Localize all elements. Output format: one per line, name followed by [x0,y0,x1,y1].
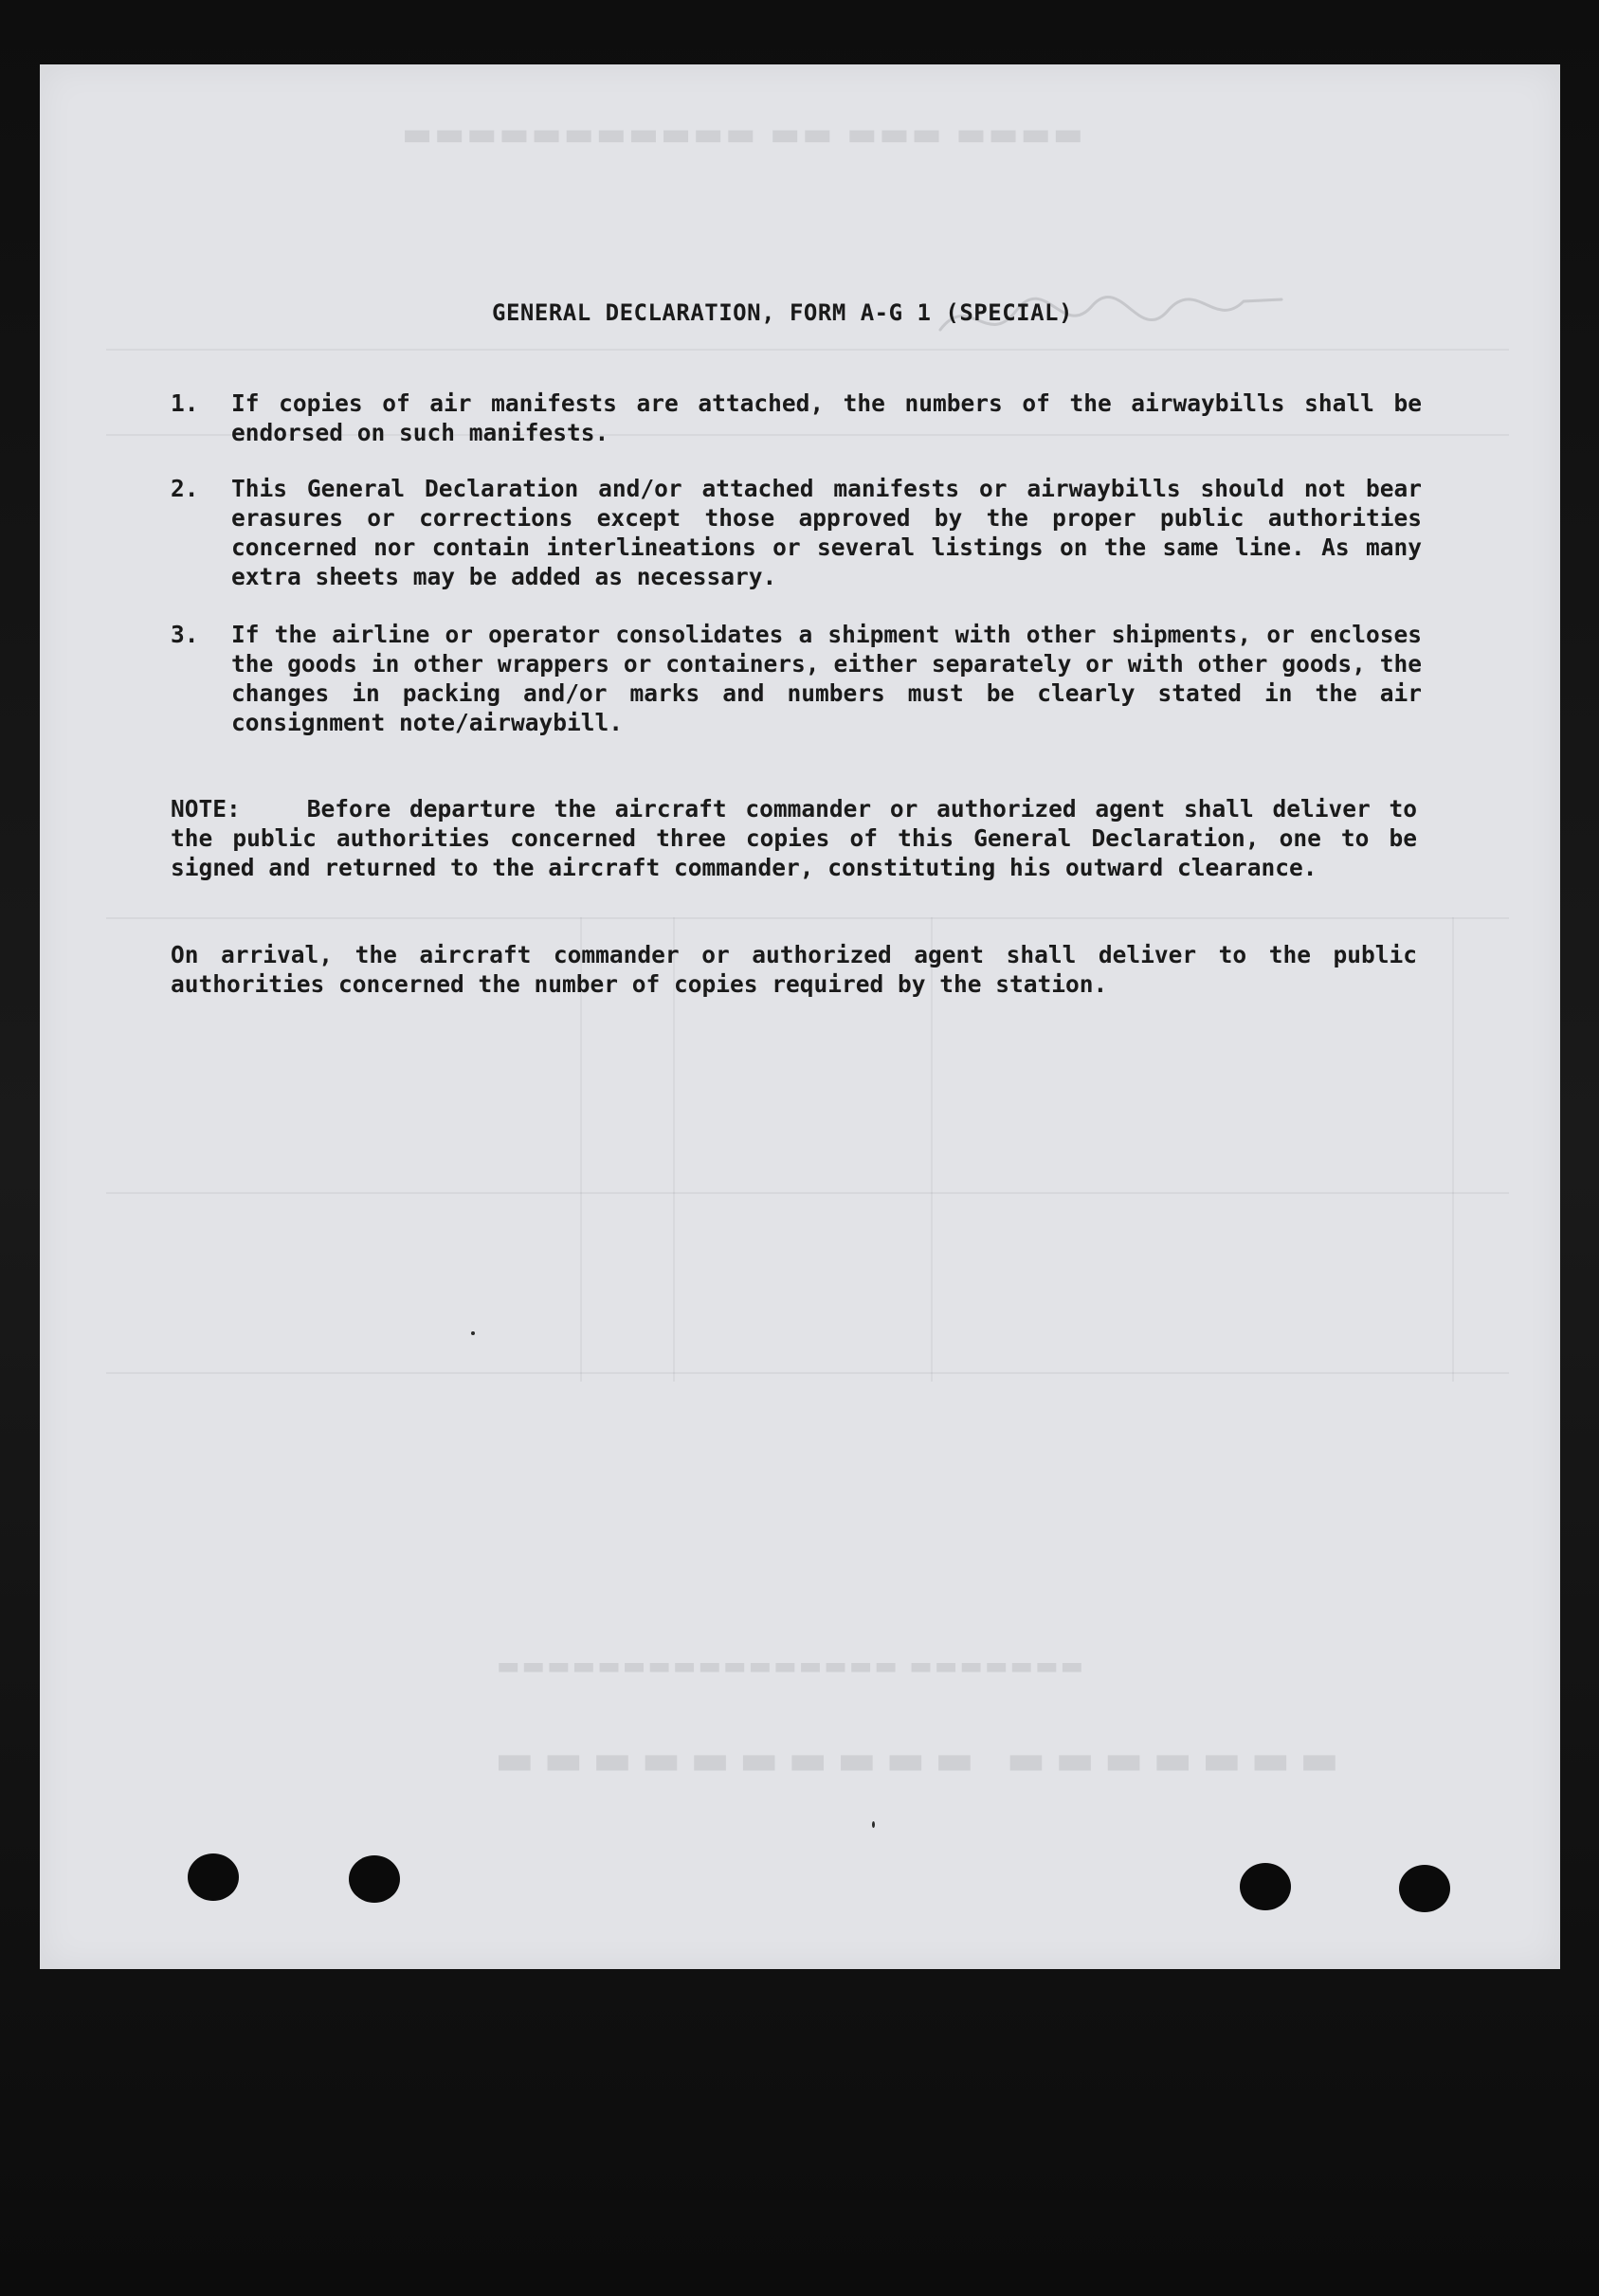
paper-speck [471,1331,475,1335]
bleed-through-rule [106,1192,1509,1194]
bleed-through-rule [106,917,1509,919]
item-number: 2. [171,475,199,502]
bleed-through-banner: ▬▬▬▬▬▬▬ ▬▬▬▬▬▬▬▬▬▬ [485,1742,1339,1790]
item-number: 3. [171,621,199,648]
note-text: Before departure the aircraft commander or authorized agent shall deliver to the public authorities concerned three copies of this General Declaration, one to be signed and returned to the aircraft commander, constituting his outward clearance. [171,795,1417,881]
item-text: This General Declaration and/or attached manifests or airwaybills should not bear erasures or corrections except those approved by the proper public authorities concerned nor contain interlineations or several listings on the same line. As many extra sheets may be added as necessary. [231,475,1422,590]
punch-hole [1240,1863,1291,1910]
item-text: If copies of air manifests are attached, the numbers of the airwaybills shall be endorsed on such manifests. [231,389,1422,446]
bleed-through-rule [106,1372,1509,1374]
arrival-note [171,940,1417,999]
instruction-item-2 [171,474,1422,591]
bleed-through-rule [106,349,1509,351]
instruction-item-1 [171,389,1422,447]
bleed-through-column [1452,917,1454,1382]
note-label: NOTE: [171,795,241,823]
paper-speck [872,1821,875,1828]
item-number: 1. [171,389,199,417]
instruction-item-3 [171,620,1422,737]
bleed-through-subheading: ▬▬▬▬▬▬▬ ▬▬▬▬▬▬▬▬▬▬▬▬▬▬▬▬ [495,1654,1084,1683]
departure-note [171,794,1417,882]
punch-hole [349,1855,400,1903]
page-title: GENERAL DECLARATION, FORM A-G 1 (SPECIAL) [492,299,1073,326]
item-text: If the airline or operator consolidates a shipment with other shipments, or encloses the goods in other wrappers or containers, either separately or with other goods, the changes in packing and/or marks and numbers must be clearly stated in the air consignment note/airwaybill. [231,621,1422,736]
arrival-text: On arrival, the aircraft commander or authorized agent shall deliver to the public authorities concerned the number of copies required by the station. [171,941,1417,998]
punch-hole [188,1853,239,1901]
document-page [40,64,1560,1969]
bleed-through-heading: ▬▬▬▬ ▬▬▬ ▬▬ ▬▬▬▬▬▬▬▬▬▬▬ [400,119,1083,157]
punch-hole [1399,1865,1450,1912]
